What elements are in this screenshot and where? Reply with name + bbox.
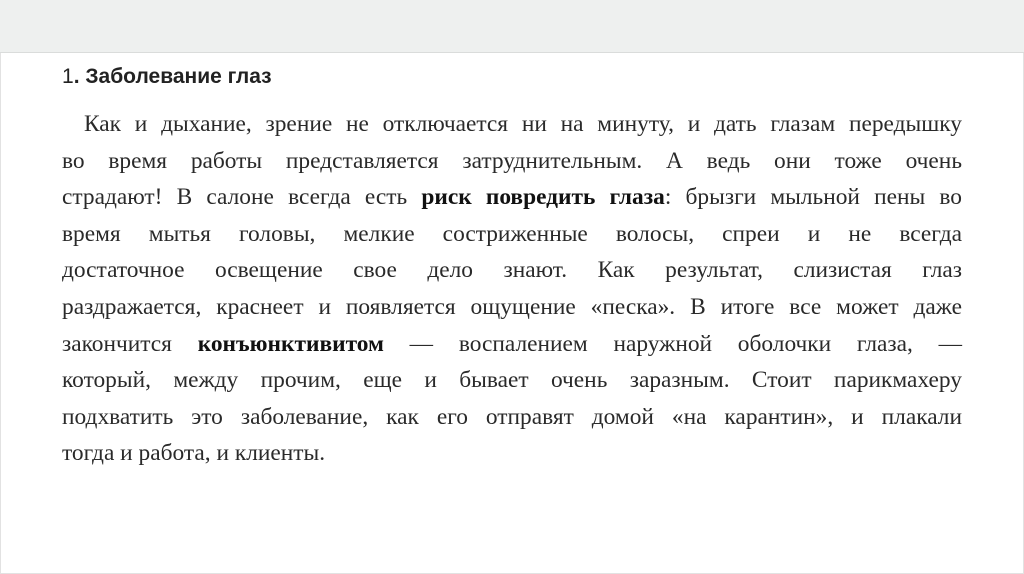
slide-header-band: [0, 0, 1024, 53]
paragraph-line-9: подхватить это заболевание, как его отправят домой «на карантин», и плакали: [62, 403, 962, 430]
paragraph-line-3-start: страдают! В салоне всегда есть: [62, 184, 422, 211]
section-heading: [62, 63, 272, 91]
paragraph-line-7-start: закончится: [62, 330, 198, 357]
paragraph-line-1: Как и дыхание, зрение не отключается ни на минуту, и дать глазам передышку: [84, 111, 962, 137]
section-number: 1: [62, 65, 74, 88]
paragraph-line-2: во время работы представляется затруднительным. А ведь они тоже очень: [62, 147, 962, 174]
paragraph-line-8: который, между прочим, еще и бывает очень заразным. Стоит парикмахеру: [62, 367, 962, 394]
paragraph-line-7: [62, 326, 962, 363]
paragraph-line-6: раздражается, краснеет и появляется ощущение «песка». В итоге все может даже: [62, 293, 962, 320]
paragraph-line-10: тогда и работа, и клиенты.: [62, 440, 326, 467]
paragraph-line-3: [62, 179, 962, 216]
body-paragraph: [62, 106, 962, 472]
paragraph-line-7-end: — воспалением наружной оболочки глаза, —: [383, 330, 962, 357]
paragraph-line-5: достаточное освещение свое дело знают. Как результат, слизистая глаз: [62, 257, 962, 284]
section-title: . Заболевание глаз: [73, 65, 272, 88]
paragraph-line-3-end: : брызги мыльной пены во: [664, 184, 962, 211]
highlight-eye-risk: риск повредить глаза: [421, 184, 665, 211]
paragraph-line-4: время мытья головы, мелкие состриженные волосы, спреи и не всегда: [62, 220, 962, 247]
highlight-conjunctivitis: конъюнктивитом: [197, 330, 384, 357]
